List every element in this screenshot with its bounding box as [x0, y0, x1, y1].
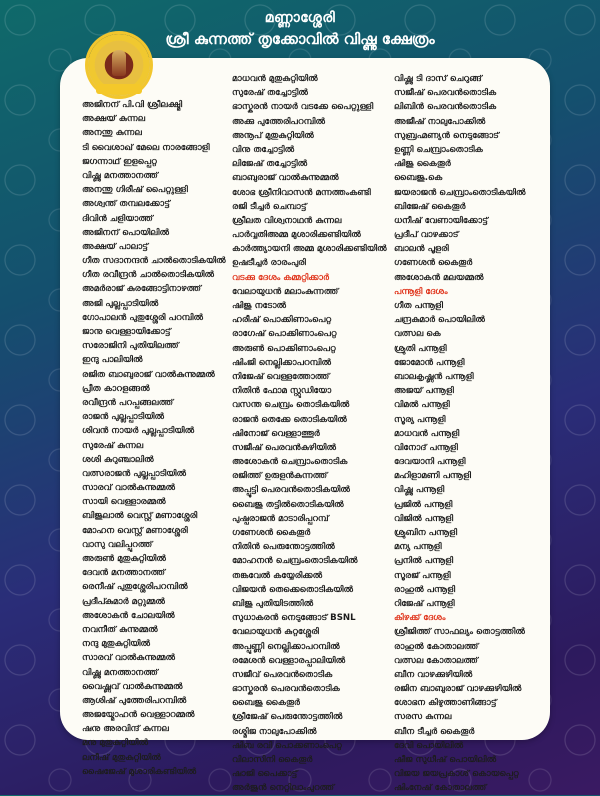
donor-name: അക്ഷയ് പാലാട്ട്	[82, 241, 148, 252]
donor-name: ഗണേശൻ കൈതൂർ	[232, 528, 311, 538]
section-heading: കിഴക്ക് ദേശം	[394, 613, 446, 624]
donor-name: വേലായുധൻ മലാംകുന്നത്ത്	[232, 286, 339, 297]
donor-name: സാരവ് വാൽകുന്നുമ്മൽ	[82, 483, 176, 494]
donor-name: ആശിഷ് പുത്തേരിപറമ്പിൽ	[82, 695, 187, 706]
donor-name: വിനു തച്ചോട്ടിൽ	[232, 144, 295, 155]
donor-name: പ്രദീപ് വാഴക്കാട്	[394, 230, 459, 241]
donor-name: സുബ്രഹ്മണ്യൻ നെടുങ്ങോട്	[394, 130, 499, 141]
donor-name: ഷാജി പൈക്കാട്ട്	[232, 769, 298, 780]
donor-name: അക്ഷയ് കുന്നല	[82, 114, 146, 125]
donor-name: ശോഭന കിഴുത്താണിങ്ങാട്ട്	[394, 698, 497, 709]
donor-name: ഭാസ്കരൻ നായർ വടക്കേ പൈറ്റുള്ളി	[232, 102, 374, 113]
donor-name: അജീഷ് നാലുപോക്കിൽ	[394, 116, 486, 127]
donor-name: പ്രീത കാറളങ്ങൽ	[82, 383, 150, 394]
donor-name: രമേശൻ വെള്ളാരപ്പാലിയിൽ	[232, 655, 346, 666]
donor-name: അർജുൻ നെറ്റിലാംപുറത്ത്	[232, 783, 335, 794]
donor-name: വസന്ത ചെമ്പ്രം തൊടികയിൽ	[232, 400, 350, 411]
donor-name: ബാബുരാജ് വാൽകുന്നുമ്മൽ	[232, 173, 339, 184]
emblem-ribbon	[96, 84, 142, 94]
donor-name: വിഷ്ണു മനത്താനത്ത്	[82, 667, 158, 678]
donor-name: ഷൈജേഷ് മുശാരികണ്ടിയിൽ	[82, 766, 197, 777]
donor-name: ഗീത പന്നൂളി	[394, 301, 443, 311]
donor-name: വിഷ്ണു മനത്താനത്ത്	[82, 170, 158, 181]
donor-name: അപ്പൂട്ടി പെരവൻതൊടികയിൽ	[232, 485, 350, 496]
donor-name: നന്ദു മുതുകുറ്റിയിൽ	[82, 639, 151, 650]
donor-name: അപ്പുണ്ണി നെല്ലിക്കാപറമ്പിൽ	[232, 641, 340, 652]
donor-name: വാസു വലിപ്പുറത്ത്	[82, 539, 153, 550]
donor-name: സുരേഷ് കുന്നല	[82, 440, 144, 451]
donor-name: ദേവി പൊയിലിൽ	[394, 740, 464, 751]
donor-name: മാധവൻ പന്നൂളി	[394, 428, 460, 439]
donor-column-3	[394, 72, 526, 796]
donor-name: രവീന്ദ്രൻ പറപ്പങ്ങലത്ത്	[82, 397, 174, 408]
place-name: മണ്ണാശ്ശേരി	[264, 10, 336, 26]
donor-name: സായി വെള്ളാരമ്മൽ	[82, 497, 166, 508]
donor-name: അരുൺ പൊക്കിണാംപെറ്റ	[232, 343, 336, 354]
donor-name: അജിനന് പൊയിലിൽ	[82, 227, 170, 238]
donor-name: രജി ടീച്ചർ ചെമ്പാട്ട്	[232, 201, 307, 212]
donor-name: ഷിംജി നെല്ലിക്കാപറമ്പിൽ	[232, 357, 332, 368]
donor-name: പ്രജിൽ പന്നൂളി	[394, 499, 453, 510]
donor-name: വിജയൻ തെക്കെതൊടികയിൽ	[232, 584, 354, 595]
donor-name: മഹിളാമണി പന്നൂളി	[394, 471, 471, 482]
donor-name: ശ്രുതി പന്നൂളി	[394, 343, 447, 354]
donor-name: അശോകൻ മലയമ്മൽ	[394, 272, 484, 283]
donor-name: വത്സല കോതാലത്ത്	[394, 655, 478, 666]
donor-name: രജിത്ത് ഉരുളൻകുന്നത്ത്	[232, 471, 328, 482]
donor-name: ബൈജു.കെ	[394, 173, 443, 184]
donor-name: അജിനന് പി.വി ശ്രീലക്ഷ്മി	[82, 100, 183, 110]
donor-name: പാർവ്വതിഅമ്മ മുശാരിക്കണ്ടിയിൽ	[232, 230, 361, 241]
donor-name: പുഷ്പരാജൻ മാടാരിപ്പറമ്പ്	[232, 513, 329, 524]
donor-name: രശ്മിജ നാലുപോക്കിൽ	[232, 726, 317, 737]
donor-name: ബാലകൃഷ്ണൻ പന്നൂളി	[394, 371, 474, 382]
donor-list-card	[60, 58, 550, 794]
donor-name: പ്രനിൽ പന്നൂളി	[394, 556, 454, 567]
donor-name: അനന്തു ഗിരീഷ് പൈറ്റുള്ളി	[82, 185, 188, 196]
donor-name: ഇന്ദു പാലിയിൽ	[82, 355, 143, 366]
donor-name: വിജയ ജയപ്രകാശ് കൊയപ്പെറ്റ	[394, 769, 519, 780]
donor-name: ജാനു വെള്ളായിക്കോട്ട്	[82, 327, 171, 337]
donor-name: വിമൽ പന്നൂളി	[394, 400, 450, 411]
donor-name: ശ്രീലത വിശ്വനാഥൻ കുന്നല	[232, 215, 342, 226]
donor-name: ജഗന്നാഥ് ഇളപ്പെറ്റ	[82, 156, 157, 167]
donor-name: രെനീഷ് പുതുശ്ശേരിപറമ്പിൽ	[82, 582, 188, 593]
donor-name: ജോമോൻ പന്നൂളി	[394, 357, 465, 368]
donor-name: സരോജിനി പുതിയിലത്ത്	[82, 341, 179, 352]
donor-name: നിതിൻ പെരുന്തോട്ടത്തിൽ	[232, 542, 335, 553]
section-heading: വടക്കു ദേശം കമ്മറ്റിക്കാർ	[232, 272, 330, 283]
donor-name: ഗീത സദാനന്ദൻ ചാൽതൊടികയിൽ	[82, 256, 226, 267]
donor-name: ശോഭ ശ്രീനിവാസൻ മന്നത്തംകണ്ടി	[232, 187, 371, 198]
donor-name: ബീന വാഴക്കുഴിയിൽ	[394, 669, 473, 680]
donor-name: വിജിൽ പന്നൂളി	[394, 513, 454, 524]
donor-name: ലിബിൻ പെരവൻതൊടിക	[394, 102, 497, 113]
donor-name: ശിവൻ നായർ പുല്ലപ്പാടിയിൽ	[82, 426, 195, 437]
donor-name: സജീഷ് പെരവൻകുഴിയിൽ	[232, 442, 337, 453]
temple-name: ശ്രീ കുന്നത്ത് തൃക്കോവിൽ വിഷ്ണു ക്ഷേത്രം	[165, 30, 435, 48]
donor-name: സുരേഷ് തച്ചോട്ടിൽ	[232, 88, 308, 99]
donor-name: അജയ് പന്നൂളി	[394, 386, 454, 397]
donor-name: സൂരജ് പന്നൂളി	[394, 570, 451, 581]
donor-name: അരുൺ മുതുകുറ്റിയിൽ	[82, 554, 166, 564]
donor-column-1	[82, 98, 226, 779]
donor-name: അനന്തു കുന്നല	[82, 128, 142, 139]
donor-name: രജിത ബാബുരാജ് വാൽകുന്നുമ്മൽ	[82, 369, 215, 380]
donor-name: മോഹന വെസ്റ്റ് മണാശ്ശേരി	[82, 525, 188, 536]
donor-name: വിനോദ് പന്നൂളി	[394, 442, 458, 453]
donor-name: ഷീജ സുധീഷ് പൊയിലിൽ	[394, 755, 497, 765]
donor-name: സജീവ് പെരവൻതൊടിക	[232, 669, 333, 680]
donor-name: ബൈജു കൈതൂർ	[232, 698, 300, 709]
donor-name: തങ്കവേൽ കയ്യേരിക്കൽ	[232, 570, 323, 581]
donor-name: രാഗേഷ് പൊക്കിണാംപെറ്റ	[232, 329, 337, 340]
donor-name: വൈഷ്ണവ് വാൽകുന്നുമ്മൽ	[82, 681, 183, 692]
donor-name: നിജേഷ് വെള്ളത്തോത്ത്	[232, 371, 330, 382]
donor-name: ശശി കുറുഞ്ചാലിൽ	[82, 454, 154, 465]
donor-name: അജയ്മോഹൻ വെള്ളാറമ്മൽ	[82, 710, 195, 721]
donor-name: ഉണ്ണി ചെമ്പ്രാംതൊടിക	[394, 144, 483, 155]
donor-name: ഷിംനേഷ് കോതാലത്ത്	[394, 783, 487, 794]
donor-name: രാജൻ തെക്കേ തൊടികയിൽ	[232, 414, 347, 425]
donor-name: ബൈജു തട്ടിൽതൊടികയിൽ	[232, 499, 344, 510]
donor-name: രാഹുൽ പന്നൂളി	[394, 584, 456, 595]
donor-name: സജീഷ് പെരവൻതൊടിക	[394, 88, 497, 99]
donor-name: ബിജു പുതിയിടത്തിൽ	[232, 598, 314, 609]
donor-name: രാജൻ പുല്ലപ്പാടിയിൽ	[82, 412, 165, 423]
donor-name: അമർരാജ് കുരങ്ങോട്ടിനാഴത്ത്	[82, 284, 202, 295]
donor-name: വത്സരാജൻ പുല്ലപ്പാടിയിൽ	[82, 468, 187, 479]
donor-name: അശോകൻ ചോലയിൽ	[82, 610, 175, 621]
donor-name: ശ്രീജേഷ് പെരുന്തോട്ടത്തിൽ	[232, 712, 343, 723]
temple-emblem-icon	[88, 34, 150, 96]
donor-name: സുധാകരൻ നെടുങ്ങോട് BSNL	[232, 613, 356, 624]
deity-figure-icon	[112, 50, 126, 76]
donor-name: രജിന ബാബുരാജ് വാഴക്കുഴിയിൽ	[394, 684, 522, 695]
donor-name: മനു മുതുകുറ്റിയിൽ	[82, 738, 149, 749]
donor-name: നിതിൻ ഫോമ സ്റ്റുഡിയോ	[232, 386, 332, 397]
donor-name: റിജേഷ് പന്നൂളി	[394, 598, 455, 609]
donor-name: ബീന ടീച്ചർ കൈതൂർ	[394, 726, 475, 737]
donor-name: മന്യ പന്നൂളി	[394, 542, 442, 553]
donor-name: ബിജേഷ് കൈതൂർ	[394, 201, 466, 212]
donor-name: സാരവ് വാൽകുന്നുമ്മൽ	[82, 653, 176, 664]
donor-name: ഗീത രവീന്ദ്രൻ ചാൽതൊടികയിൽ	[82, 270, 215, 281]
donor-name: മോഹനൻ ചെമ്പ്രംതൊടികയിൽ	[232, 556, 358, 567]
donor-name: ശ്രുബിന പന്നൂളി	[394, 528, 458, 538]
donor-name: ദിവിൻ ചളിയാത്ത്	[82, 213, 153, 224]
donor-name: ശ്രീജിത്ത് സാഫല്യം തൊട്ടത്തിൽ	[394, 627, 525, 638]
donor-name: രാഹുൽ കോതാലത്ത്	[394, 641, 479, 652]
donor-name: ചന്ദ്രകുമാർ പൊയിലിൽ	[394, 315, 485, 326]
donor-name: ദേവയാനി പന്നൂളി	[394, 457, 466, 468]
donor-name: ഹരീഷ് പൊക്കിണാംപെറ്റ	[232, 315, 332, 326]
donor-name: അശോകൻ ചെമ്പ്രാംതൊടിക	[232, 457, 348, 468]
donor-name: വത്സല കെ	[394, 329, 441, 340]
donor-name: നവനീത് കുന്നുമ്മൽ	[82, 624, 158, 635]
donor-name: ഷിജു കൈതൂർ	[394, 159, 451, 170]
donor-name: വേലായുധൻ കുറ്റശ്ശേരി	[232, 627, 319, 638]
donor-name: സൂര്യ പന്നൂളി	[394, 414, 446, 425]
donor-name: ഷനു അരവിന്ദ് കുന്നല	[82, 724, 169, 735]
section-heading: പന്നൂളി ദേശം	[394, 286, 448, 297]
donor-name: ലിജേഷ് തച്ചോട്ടിൽ	[232, 159, 308, 170]
donor-name: ടി വൈശാഖ് മേലെ നാരങ്ങോളി	[82, 142, 210, 153]
donor-name: കാർത്ത്യായനി അമ്മ മുശാരിക്കണ്ടിയിൽ	[232, 244, 387, 255]
donor-name: അക്കു പുത്തേരിപറമ്പിൽ	[232, 116, 326, 127]
donor-name: വിഷ്ണു പന്നൂളി	[394, 485, 445, 496]
donor-name: ബിജുലാൽ വെസ്റ്റ് മണാശ്ശേരി	[82, 511, 198, 522]
donor-name: വിഷ്ണു ടി ദാസ് ചെറുങ്ങ്	[394, 74, 482, 84]
donor-name: ഗണേശൻ കൈതൂർ	[394, 258, 473, 269]
donor-name: ഷിജു നടോൽ	[232, 301, 287, 311]
donor-name: ലനീഷ് മുതുകുറ്റിയിൽ	[82, 752, 161, 763]
donor-name: ഉഷടീച്ചർ രാരംപുരി	[232, 258, 306, 269]
donor-column-2	[232, 72, 387, 796]
donor-name: ഭാസ്കരൻ പെരവൻതൊടിക	[232, 684, 340, 695]
donor-name: ധനീഷ് വേണായിക്കോട്ട്	[394, 215, 488, 226]
donor-name: അജി പുല്ലപ്പാടിയിൽ	[82, 298, 159, 309]
donor-name: ദേവൻ മനത്താനത്ത്	[82, 568, 166, 579]
donor-name: മാധവൻ മുതുകുറ്റിയിൽ	[232, 74, 318, 84]
donor-name: ജയരാജൻ ചെമ്പ്രാംതൊടികയിൽ	[394, 187, 526, 198]
donor-name: വിലാസിനി കൈതൂർ	[232, 755, 313, 765]
donor-name: ഗോപാലൻ പുതുശ്ശേരി പറമ്പിൽ	[82, 312, 204, 323]
donor-name: പ്രദീപ്കുമാർ മറ്റുമ്മൽ	[82, 596, 165, 607]
donor-name: ഷിബ രവി പൊക്കണാംപെറ്റ	[232, 740, 342, 751]
donor-name: സരസ കുന്നല	[394, 712, 452, 723]
donor-name: അശ്വന്ത് തമ്പലക്കോട്ട്	[82, 199, 170, 210]
donor-name: ബാലൻ പൂളരി	[394, 244, 449, 255]
donor-name: ഷിനോജ് വെള്ളാത്തൂർ	[232, 428, 320, 439]
donor-name: അനൂപ് മുതുകുറ്റിയിൽ	[232, 130, 314, 141]
